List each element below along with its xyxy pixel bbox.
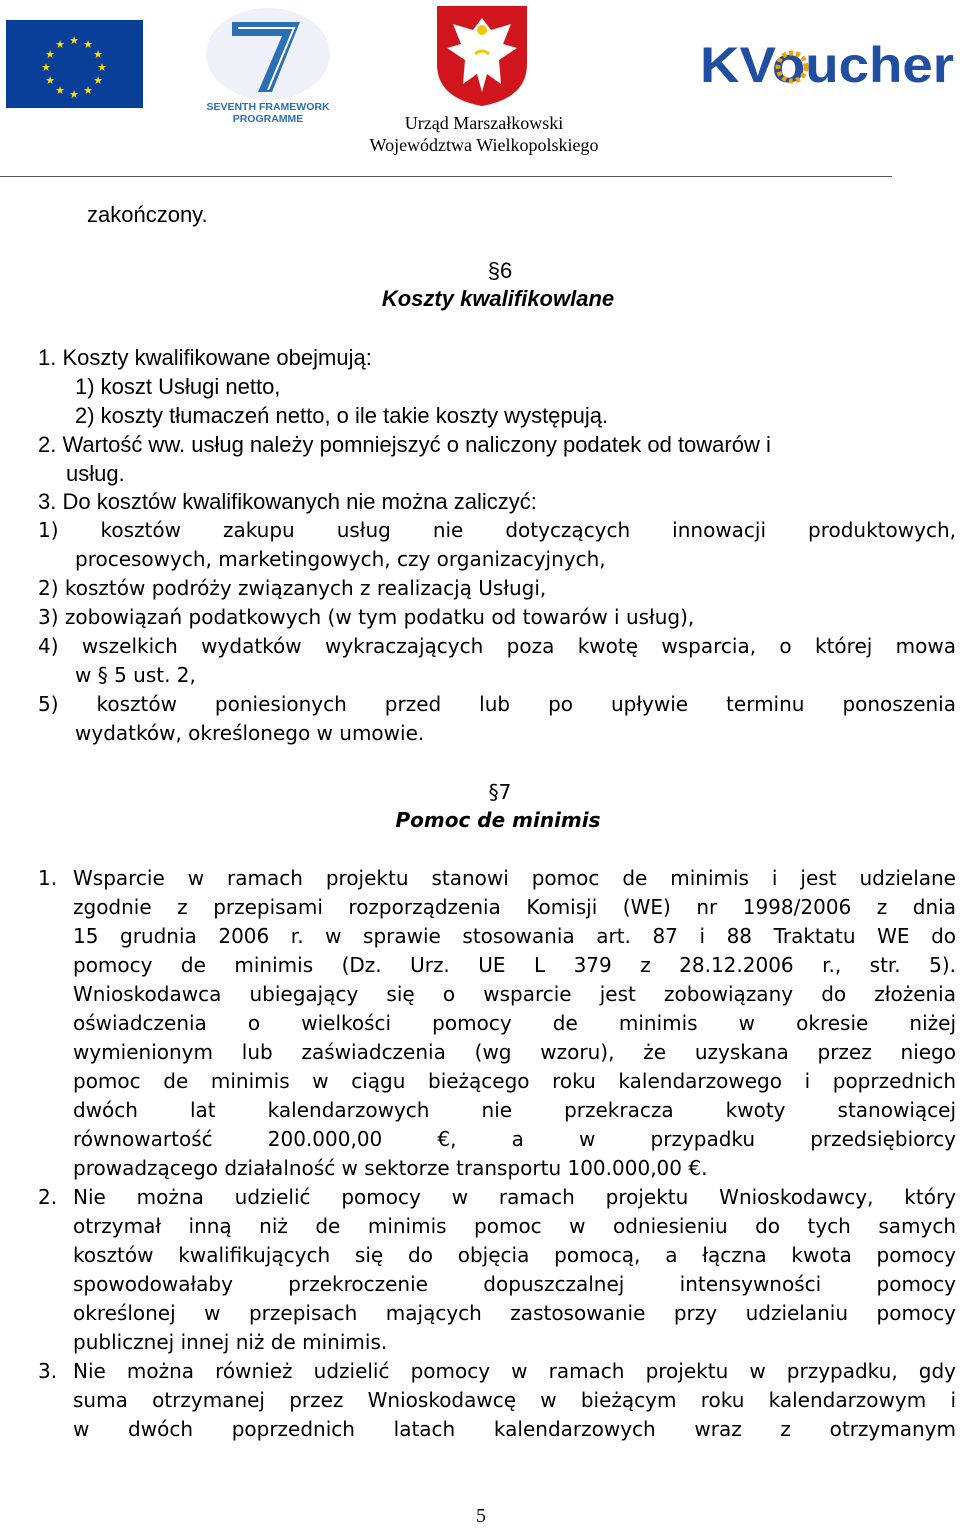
wielkopolska-crest-logo: [435, 4, 529, 108]
s6-exclusion-5-line-1: 5) kosztów poniesionych przed lub po upływie terminu ponoszenia: [38, 692, 956, 716]
s7-point-3-number: 3.: [38, 1359, 58, 1383]
paragraph-line: pomocy de minimis (Dz. Urz. UE L 379 z 28.12.2006 r., str. 5).: [73, 953, 956, 977]
s6-point-3: 3. Do kosztów kwalifikowanych nie można zaliczyć:: [38, 489, 537, 514]
paragraph-line: zgodnie z przepisami rozporządzenia Komisji (WE) nr 1998/2006 z dnia: [73, 895, 956, 919]
svg-text:★: ★: [55, 84, 65, 97]
svg-text:★: ★: [83, 84, 93, 97]
paragraph-line: 15 grudnia 2006 r. w sprawie stosowania art. 87 i 88 Traktatu WE do: [73, 924, 956, 948]
svg-text:★: ★: [69, 88, 79, 101]
paragraph-line: publicznej innej niż de minimis.: [73, 1330, 388, 1354]
s6-exclusion-5-line-2: wydatków, określonego w umowie.: [75, 721, 425, 745]
paragraph-line: prowadzącego działalność w sektorze transportu 100.000,00 €.: [73, 1156, 708, 1180]
paragraph-line: określonej w przepisach mających zastosowanie przy udzielaniu pomocy: [73, 1301, 956, 1325]
svg-text:★: ★: [55, 38, 65, 51]
section-6-number: §6: [487, 258, 513, 283]
paragraph-line: oświadczenia o wielkości pomocy de minimis w okresie niżej: [73, 1011, 956, 1035]
section-6-title: Koszty kwalifikowlane: [381, 286, 615, 311]
svg-text:★: ★: [83, 38, 93, 51]
s6-exclusion-1-line-1: 1) kosztów zakupu usług nie dotyczących innowacji produktowych,: [38, 518, 956, 542]
svg-text:★: ★: [93, 74, 103, 87]
s7-point-2-number: 2.: [38, 1185, 58, 1209]
s6-exclusion-3: 3) zobowiązań podatkowych (w tym podatku od towarów i usług),: [38, 605, 695, 629]
s6-exclusion-4-line-2: w § 5 ust. 2,: [75, 663, 196, 687]
s6-exclusion-1-line-2: procesowych, marketingowych, czy organizacyjnych,: [75, 547, 606, 571]
paragraph-line: Wnioskodawca ubiegający się o wsparcie jest zobowiązany do złożenia: [73, 982, 956, 1006]
s6-exclusion-2: 2) kosztów podróży związanych z realizacją Usługi,: [38, 576, 547, 600]
paragraph-line: kosztów kwalifikujących się do objęcia pomocą, a łączna kwota pomocy: [73, 1243, 956, 1267]
svg-text:★: ★: [93, 48, 103, 61]
svg-text:★: ★: [45, 74, 55, 87]
paragraph-line: Nie można udzielić pomocy w ramach projektu Wnioskodawcy, który: [73, 1185, 956, 1209]
paragraph-line: równowartość 200.000,00 €, a w przypadku przedsiębiorcy: [73, 1127, 956, 1151]
s6-point-1-item-2: 2) koszty tłumaczeń netto, o ile takie koszty występują.: [75, 403, 609, 428]
paragraph-line: suma otrzymanej przez Wnioskodawcę w bieżącym roku kalendarzowym i: [73, 1388, 956, 1412]
page-number: 5: [476, 1505, 486, 1527]
paragraph-line: pomoc de minimis w ciągu bieżącego roku kalendarzowego i poprzednich: [73, 1069, 956, 1093]
svg-text:★: ★: [45, 48, 55, 61]
s6-point-2-line-1: 2. Wartość ww. usług należy pomniejszyć o naliczony podatek od towarów i: [38, 432, 771, 457]
fp7-text-2: PROGRAMME: [232, 113, 304, 125]
s7-point-1-number: 1.: [38, 866, 58, 890]
fp7-logo: [202, 4, 334, 128]
paragraph-line: otrzymał inną niż de minimis pomoc w odniesieniu do tych samych: [73, 1214, 956, 1238]
fp7-text-1: SEVENTH FRAMEWORK: [206, 101, 330, 113]
kvoucher-logo: [700, 38, 956, 92]
s6-point-2-line-2: usług.: [66, 461, 125, 486]
s6-point-1: 1. Koszty kwalifikowane obejmują:: [38, 345, 372, 370]
svg-text:★: ★: [97, 61, 107, 74]
svg-text:★: ★: [69, 34, 79, 47]
svg-text:★: ★: [41, 61, 51, 74]
kvoucher-text: KVoucher: [700, 38, 954, 92]
paragraph-line: dwóch lat kalendarzowych nie przekracza kwoty stanowiącej: [73, 1098, 956, 1122]
office-line-1: Urząd Marszałkowski: [404, 113, 564, 133]
office-name: [356, 112, 612, 156]
office-line-2: Województwa Wielkopolskiego: [369, 135, 599, 155]
s6-exclusion-4-line-1: 4) wszelkich wydatków wykraczających poza kwotę wsparcia, o której mowa: [38, 634, 956, 658]
paragraph-line: wymienionym lub zaświadczenia (wg wzoru), że uzyskana przez niego: [73, 1040, 956, 1064]
s6-point-1-item-1: 1) koszt Usługi netto,: [75, 374, 281, 399]
paragraph-line: Wsparcie w ramach projektu stanowi pomoc de minimis i jest udzielane: [73, 866, 956, 890]
carry-text: zakończony.: [87, 202, 208, 227]
section-7-number: §7: [488, 780, 512, 804]
section-7-title: Pomoc de minimis: [395, 808, 601, 832]
paragraph-line: w dwóch poprzednich latach kalendarzowych wraz z otrzymanym: [73, 1417, 956, 1441]
eu-flag-logo: [6, 20, 143, 108]
paragraph-line: Nie można również udzielić pomocy w ramach projektu w przypadku, gdy: [73, 1359, 956, 1383]
paragraph-line: spowodowałaby przekroczenie dopuszczalnej intensywności pomocy: [73, 1272, 956, 1296]
header-divider: [0, 176, 892, 177]
